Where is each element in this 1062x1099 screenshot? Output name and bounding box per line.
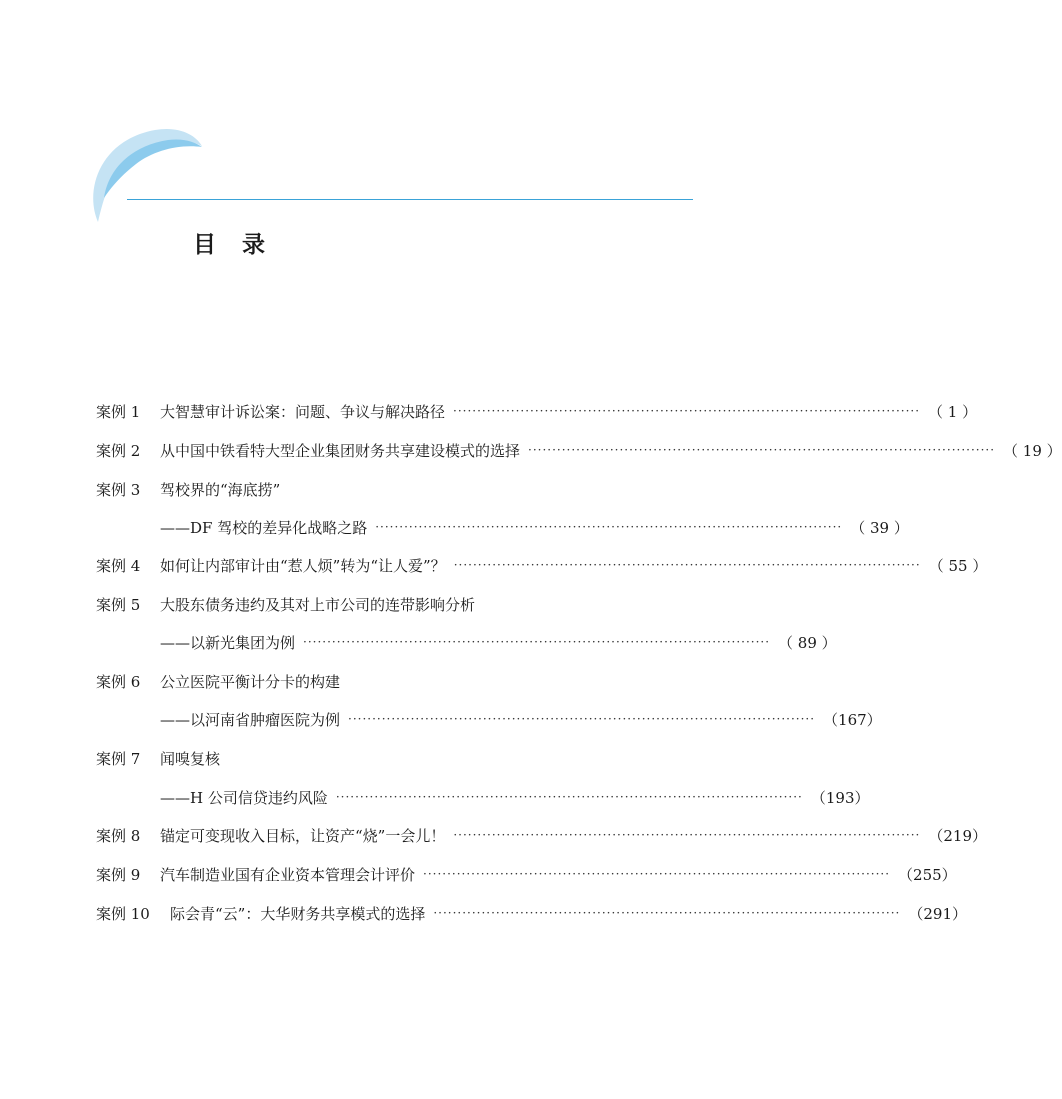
toc-entry-5-subtitle[interactable] [96, 629, 837, 655]
toc-entry-4[interactable] [96, 552, 988, 578]
dot-leader: ································································································· [433, 906, 901, 920]
entry-title: 锚定可变现收入目标，让资产“烧”一会儿！ [160, 826, 446, 845]
page-number: （ 19 ） [1003, 441, 1062, 460]
case-number: 案例 3 [96, 480, 141, 499]
page-title: 目录 [193, 231, 291, 258]
entry-title: 汽车制造业国有企业资本管理会计评价 [160, 865, 416, 884]
case-number: 案例 5 [96, 595, 141, 614]
dot-leader: ································································································· [335, 790, 803, 804]
dot-leader: ································································································· [423, 867, 891, 881]
page-number: （167） [823, 710, 882, 729]
entry-subtitle: ——以河南省肿瘤医院为例 [160, 710, 341, 729]
toc-entry-7-subtitle[interactable] [96, 784, 870, 810]
case-number: 案例 2 [96, 441, 141, 460]
toc-entry-1[interactable] [96, 398, 978, 424]
dot-leader: ································································································· [375, 520, 843, 534]
page-number: （ 89 ） [778, 633, 837, 652]
dot-leader: ································································································· [348, 712, 816, 726]
entry-title: 公立医院平衡计分卡的构建 [160, 672, 341, 691]
toc-entry-6-subtitle[interactable] [96, 706, 882, 732]
case-number: 案例 9 [96, 865, 141, 884]
case-number: 案例 6 [96, 672, 141, 691]
entry-title: 大股东债务违约及其对上市公司的连带影响分析 [160, 595, 476, 614]
entry-title: 从中国中铁看特大型企业集团财务共享建设模式的选择 [160, 441, 521, 460]
toc-entry-8[interactable] [96, 822, 987, 848]
case-number: 案例 7 [96, 749, 141, 768]
toc-entry-6[interactable] [96, 668, 694, 694]
dot-leader: ································································································· [528, 443, 996, 457]
page-number: （ 1 ） [928, 402, 978, 421]
toc-entry-5[interactable] [96, 591, 694, 617]
page-number: （291） [908, 904, 967, 923]
dot-leader: ································································································· [303, 635, 771, 649]
entry-subtitle: ——H 公司信贷违约风险 [160, 788, 328, 807]
page-number: （ 55 ） [928, 556, 988, 575]
entry-subtitle: ——以新光集团为例 [160, 633, 296, 652]
toc-entry-2[interactable] [96, 437, 1062, 463]
toc-entry-3-subtitle[interactable] [96, 514, 909, 540]
case-number: 案例 8 [96, 826, 141, 845]
dot-leader: ································································································· [453, 404, 921, 418]
case-number: 案例 10 [96, 904, 150, 923]
case-number: 案例 4 [96, 556, 141, 575]
page-number: （255） [898, 865, 957, 884]
toc-entry-7[interactable] [96, 745, 694, 771]
toc-entry-9[interactable] [96, 861, 957, 887]
entry-title: 驾校界的“海底捞” [160, 480, 281, 499]
case-number: 案例 1 [96, 402, 141, 421]
toc-entry-10[interactable] [96, 900, 967, 926]
page-number: （193） [810, 788, 870, 807]
entry-title: 闻嗅复核 [160, 749, 221, 768]
entry-title: 如何让内部审计由“惹人烦”转为“让人爱”？ [160, 556, 446, 575]
page-number: （ 39 ） [850, 518, 909, 537]
dot-leader: ································································································· [453, 558, 921, 572]
entry-subtitle: ——DF 驾校的差异化战略之路 [160, 518, 368, 537]
toc-entry-3[interactable] [96, 476, 694, 502]
entry-title: 大智慧审计诉讼案：问题、争议与解决路径 [160, 402, 446, 421]
entry-title: 际会青“云”：大华财务共享模式的选择 [170, 904, 426, 923]
dot-leader: ································································································· [453, 828, 921, 842]
page-number: （219） [928, 826, 987, 845]
